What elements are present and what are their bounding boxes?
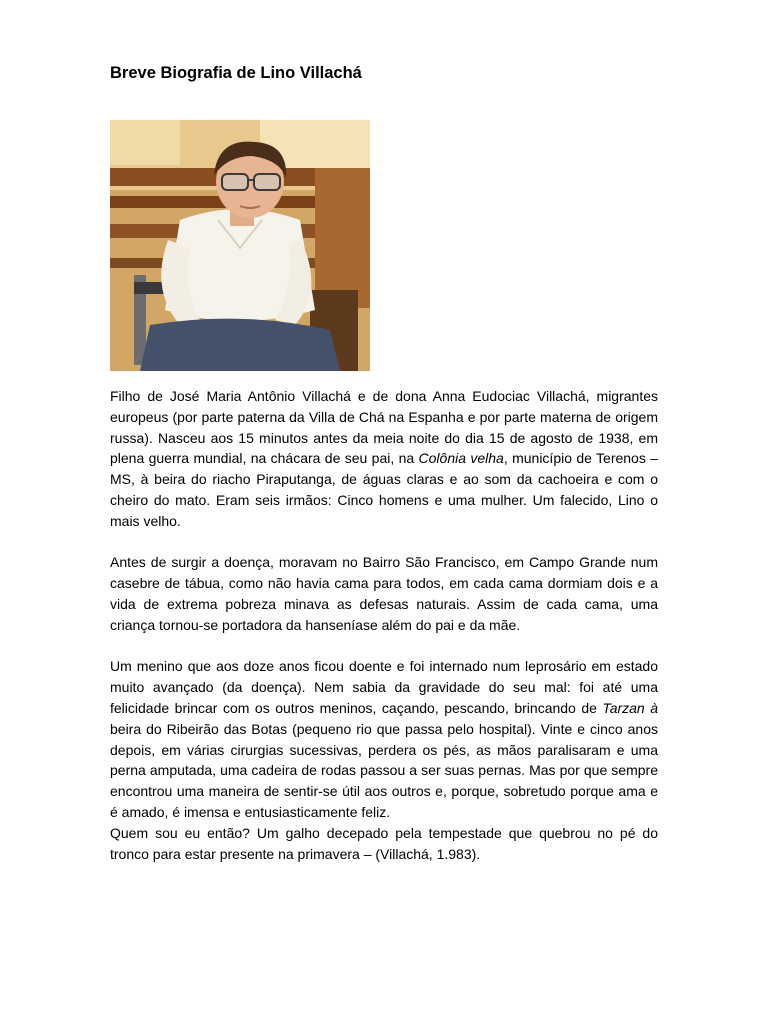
- paragraph-2: Antes de surgir a doença, moravam no Bairro São Francisco, em Campo Grande num casebre de tábua, como não havia cama para todos, em cada cama dormiam dois e a vida de extrema pobreza minava as defesas naturais. Assim de cada cama, uma criança tornou-se portadora da hanseníase além do pai e da mãe.: [110, 554, 658, 633]
- paragraph-4-quote: Quem sou eu então? Um galho decepado pela tempestade que quebrou no pé do tronco para estar presente na primavera – (Villachá, 1.983).: [110, 824, 658, 862]
- italic-tarzan: Tarzan à: [602, 699, 658, 716]
- paragraph-1: Filho de José Maria Antônio Villachá e de dona Anna Eudociac Villachá, migrantes europeus (por parte paterna da Villa de Chá na Espanha e por parte materna de origem russa). Nasceu aos 15 minutos antes da meia noite do dia 15 de agosto de 1938, em plena guerra mundial, na chácara de seu pai, na Colônia velha, município de Terenos – MS, à beira do riacho Piraputanga, de águas claras e ao som da cachoeira e com o cheiro do mato. Eram seis irmãos: Cinco homens e uma mulher. Um falecido, Lino o mais velho.: [110, 388, 658, 529]
- document-title: Breve Biografia de Lino Villachá: [110, 64, 362, 82]
- paragraph-3: Um menino que aos doze anos ficou doente e foi internado num leprosário em estado muito avançado (da doença). Nem sabia da gravidade do seu mal: foi até uma felicidade brincar com os outros meninos, caçando, pescando, brincando de Tarzan à beira do Ribeirão das Botas (pequeno rio que passa pelo hospital). Vinte e cinco anos depois, em várias cirurgias sucessivas, perdera os pés, as mãos paralisaram e uma perna amputada, uma cadeira de rodas passou a ser suas pernas. Mas por que sempre encontrou uma maneira de sentir-se útil aos outros e, porque, sobretudo porque ama e é amado, é imensa e entusiasticamente feliz.: [110, 658, 658, 820]
- portrait-photo: [110, 120, 370, 371]
- biography-text: [110, 386, 658, 864]
- italic-place-name: Colônia velha: [418, 450, 504, 467]
- portrait-illustration: [110, 120, 370, 371]
